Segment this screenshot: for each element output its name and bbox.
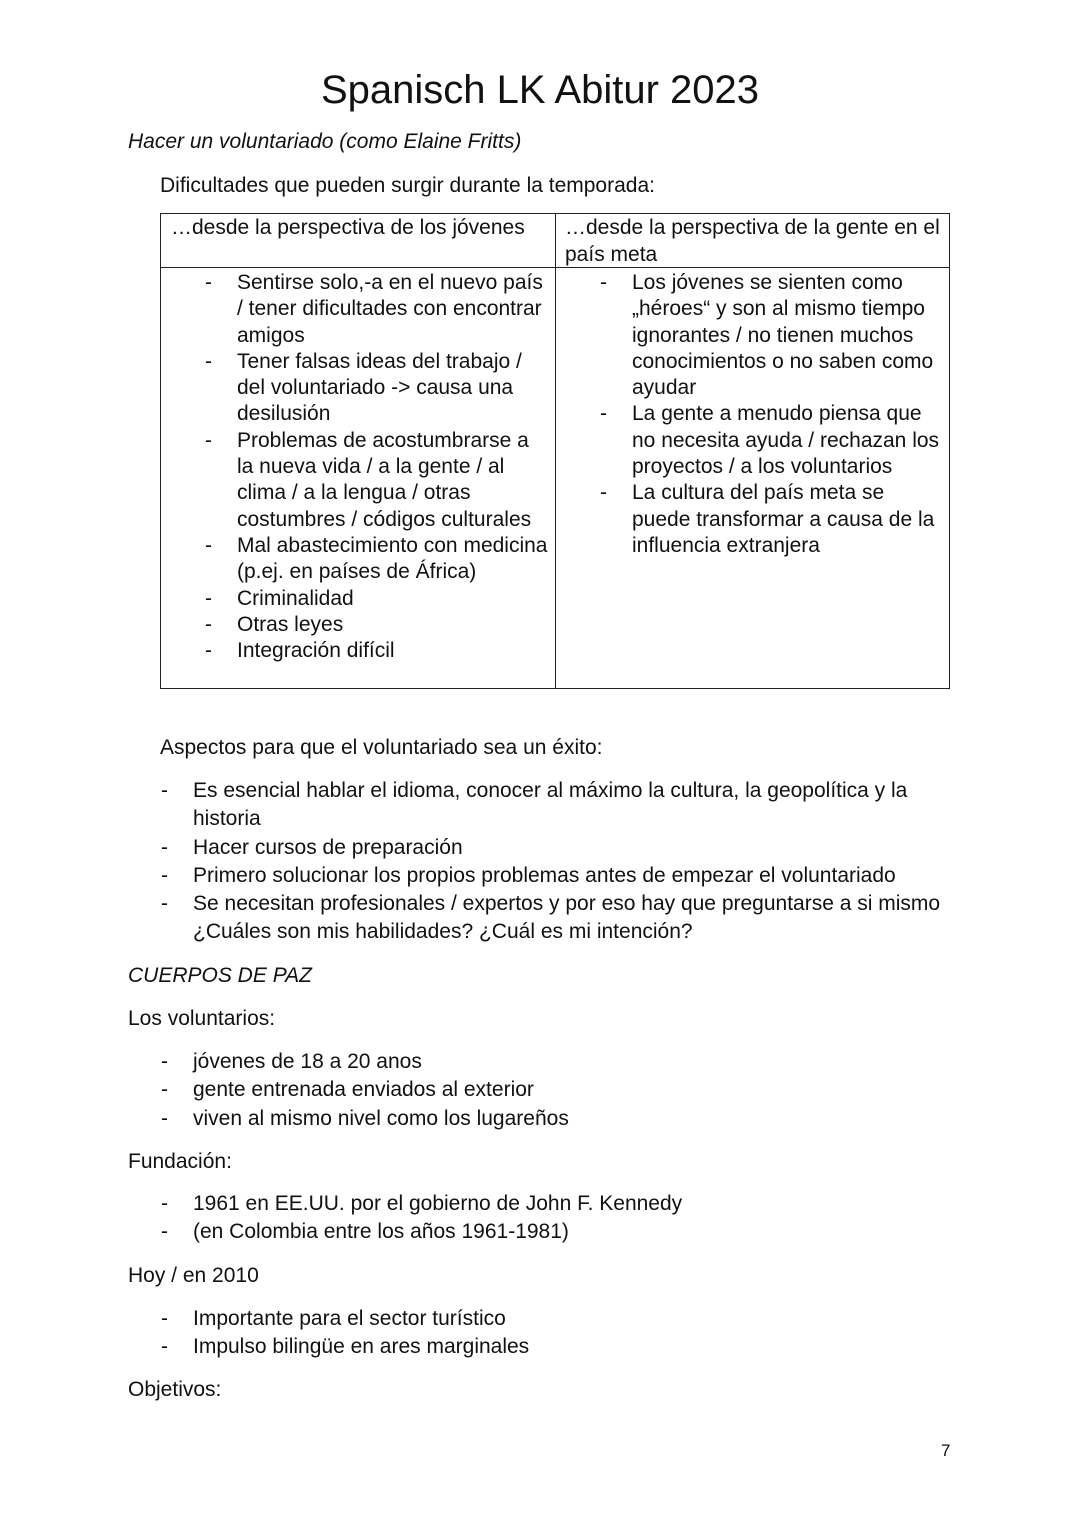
volunteers-label: Los voluntarios:: [128, 1007, 276, 1030]
volunteers-list: [193, 1048, 943, 1133]
list-item: - La cultura del país meta se puede transformar a causa de la influencia extranjera: [632, 480, 946, 559]
list-item: - Criminalidad: [237, 586, 549, 612]
list-item: - Problemas de acostumbrarse a la nueva vida / a la gente / al clima / a la lengua / otras costumbres / códigos culturales: [237, 428, 549, 533]
list-item: - Integración difícil: [237, 638, 549, 664]
foundation-label: Fundación:: [128, 1150, 232, 1173]
today-list: [193, 1305, 943, 1362]
list-item: - Hacer cursos de preparación: [193, 834, 943, 862]
list-item: - gente entrenada enviados al exterior: [193, 1076, 943, 1104]
success-heading: Aspectos para que el voluntariado sea un éxito:: [160, 736, 603, 759]
list-item: - jóvenes de 18 a 20 anos: [193, 1048, 943, 1076]
list-item: - Primero solucionar los propios problemas antes de empezar el voluntariado: [193, 862, 943, 890]
list-item: - Impulso bilingüe en ares marginales: [193, 1333, 943, 1361]
list-item: - 1961 en EE.UU. por el gobierno de John F. Kennedy: [193, 1190, 943, 1218]
foundation-list: [193, 1190, 943, 1247]
list-item: - viven al mismo nivel como los lugareños: [193, 1105, 943, 1133]
objectives-label: Objetivos:: [128, 1378, 222, 1401]
list-item: - Otras leyes: [237, 612, 549, 638]
table-header-left: …desde la perspectiva de los jóvenes: [171, 216, 525, 239]
table-header-right: …desde la perspectiva de la gente en el país meta: [565, 216, 940, 266]
page-title: Spanisch LK Abitur 2023: [320, 68, 760, 112]
list-item: - Los jóvenes se sienten como „héroes“ y son al mismo tiempo ignorantes / no tienen muchos conocimientos o no saben como ayudar: [632, 270, 946, 401]
list-item: - Tener falsas ideas del trabajo / del voluntariado -> causa una desilusión: [237, 349, 549, 428]
table-column-divider: [555, 214, 556, 688]
list-item: - Importante para el sector turístico: [193, 1305, 943, 1333]
list-item: - Se necesitan profesionales / expertos y por eso hay que preguntarse a si mismo ¿Cuáles son mis habilidades? ¿Cuál es mi intención?: [193, 890, 943, 947]
difficulties-heading: Dificultades que pueden surgir durante la temporada:: [160, 174, 655, 197]
list-item: - Es esencial hablar el idioma, conocer al máximo la cultura, la geopolítica y la historia: [193, 777, 943, 834]
success-list: [193, 777, 943, 947]
page-number: 7: [941, 1441, 951, 1460]
today-label: Hoy / en 2010: [128, 1264, 259, 1287]
table-right-list: [632, 270, 946, 559]
table-left-list: [237, 270, 549, 664]
list-item: - (en Colombia entre los años 1961-1981): [193, 1218, 943, 1246]
peace-corps-heading: CUERPOS DE PAZ: [128, 964, 312, 987]
section-subtitle: Hacer un voluntariado (como Elaine Fritts): [128, 130, 522, 153]
list-item: - Sentirse solo,-a en el nuevo país / tener dificultades con encontrar amigos: [237, 270, 549, 349]
difficulties-table: [160, 213, 950, 689]
list-item: - Mal abastecimiento con medicina (p.ej. en países de África): [237, 533, 549, 586]
list-item: - La gente a menudo piensa que no necesita ayuda / rechazan los proyectos / a los voluntarios: [632, 401, 946, 480]
